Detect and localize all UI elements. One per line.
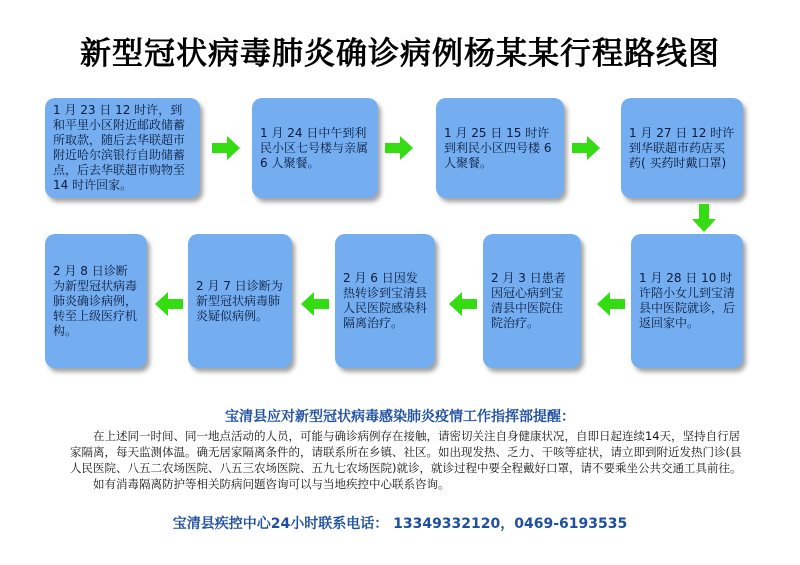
route-box-feb6 xyxy=(335,234,435,368)
route-box-text: 1 月 24 日中午到利民小区七号楼与亲属 6 人聚餐。 xyxy=(260,125,369,170)
route-box-jan23 xyxy=(45,98,200,198)
route-box-text: 2 月 7 日诊断为新型冠状病毒肺炎疑似病例。 xyxy=(196,278,283,323)
notice-heading: 宝清县应对新型冠状病毒感染肺炎疫情工作指挥部提醒： xyxy=(225,409,575,425)
route-box-text: 2 月 6 日因发热转诊到宝清县人民医院感染科隔离治疗。 xyxy=(343,271,428,330)
route-box-jan27 xyxy=(621,98,743,198)
notice-paragraph: 在上述同一时间、同一地点活动的人员，可能与确诊病例存在接触，请密切关注自身健康状况，自即日起连续14天，坚持自行居家隔离，每天监测体温。确无居家隔离条件的，请联系所在乡镇、社区。如出现发热、乏力、干咳等症状，请立即到附近发热门诊(县人民医院、八五二农场医院、八五三农场医院、五九七农场医院)就诊，就诊过程中要全程戴好口罩，请不要乘坐公共交通工具前往。 xyxy=(70,429,742,475)
page-title: 新型冠状病毒肺炎确诊病例杨某某行程路线图 xyxy=(80,36,720,72)
notice-paragraph: 如有消毒隔离防护等相关防病问题咨询可以与当地疾控中心联系咨询。 xyxy=(93,477,450,491)
route-box-feb7 xyxy=(188,234,292,368)
route-box-jan28 xyxy=(631,234,743,368)
contact-line: 宝清县疾控中心24小时联系电话： 13349332120，0469-6193535 xyxy=(172,516,628,532)
arrow-left-icon xyxy=(449,292,477,316)
arrow-left-icon xyxy=(155,292,183,316)
route-box-text: 2 月 3 日患者因冠心病到宝清县中医院住院治疗。 xyxy=(491,271,566,330)
arrow-right-icon xyxy=(572,136,600,160)
arrow-down-icon xyxy=(692,204,716,232)
route-box-text: 1 月 23 日 12 时许，到和平里小区附近邮政储蓄所取款，随后去华联超市附近哈尔滨银行自助储蓄点，后去华联超市购物至 14 时许回家。 xyxy=(53,103,186,192)
route-box-text: 1 月 25 日 15 时许到利民小区四号楼 6 人聚餐。 xyxy=(444,125,552,170)
route-box-text: 2 月 8 日诊断为新型冠状病毒肺炎确诊病例，转至上级医疗机构。 xyxy=(53,263,138,338)
route-box-jan24 xyxy=(252,98,378,198)
notice-body xyxy=(70,428,750,492)
route-box-feb8 xyxy=(45,234,147,368)
route-box-jan25 xyxy=(436,98,564,198)
route-box-text: 1 月 27 日 12 时许到华联超市药店买药( 买药时戴口罩) xyxy=(629,125,735,170)
route-box-text: 1 月 28 日 10 时许陪小女儿到宝清县中医院就诊，后返回家中。 xyxy=(639,271,736,330)
arrow-right-icon xyxy=(385,136,413,160)
arrow-left-icon xyxy=(597,292,625,316)
arrow-right-icon xyxy=(212,136,240,160)
route-box-feb3 xyxy=(483,234,581,368)
arrow-left-icon xyxy=(301,292,329,316)
